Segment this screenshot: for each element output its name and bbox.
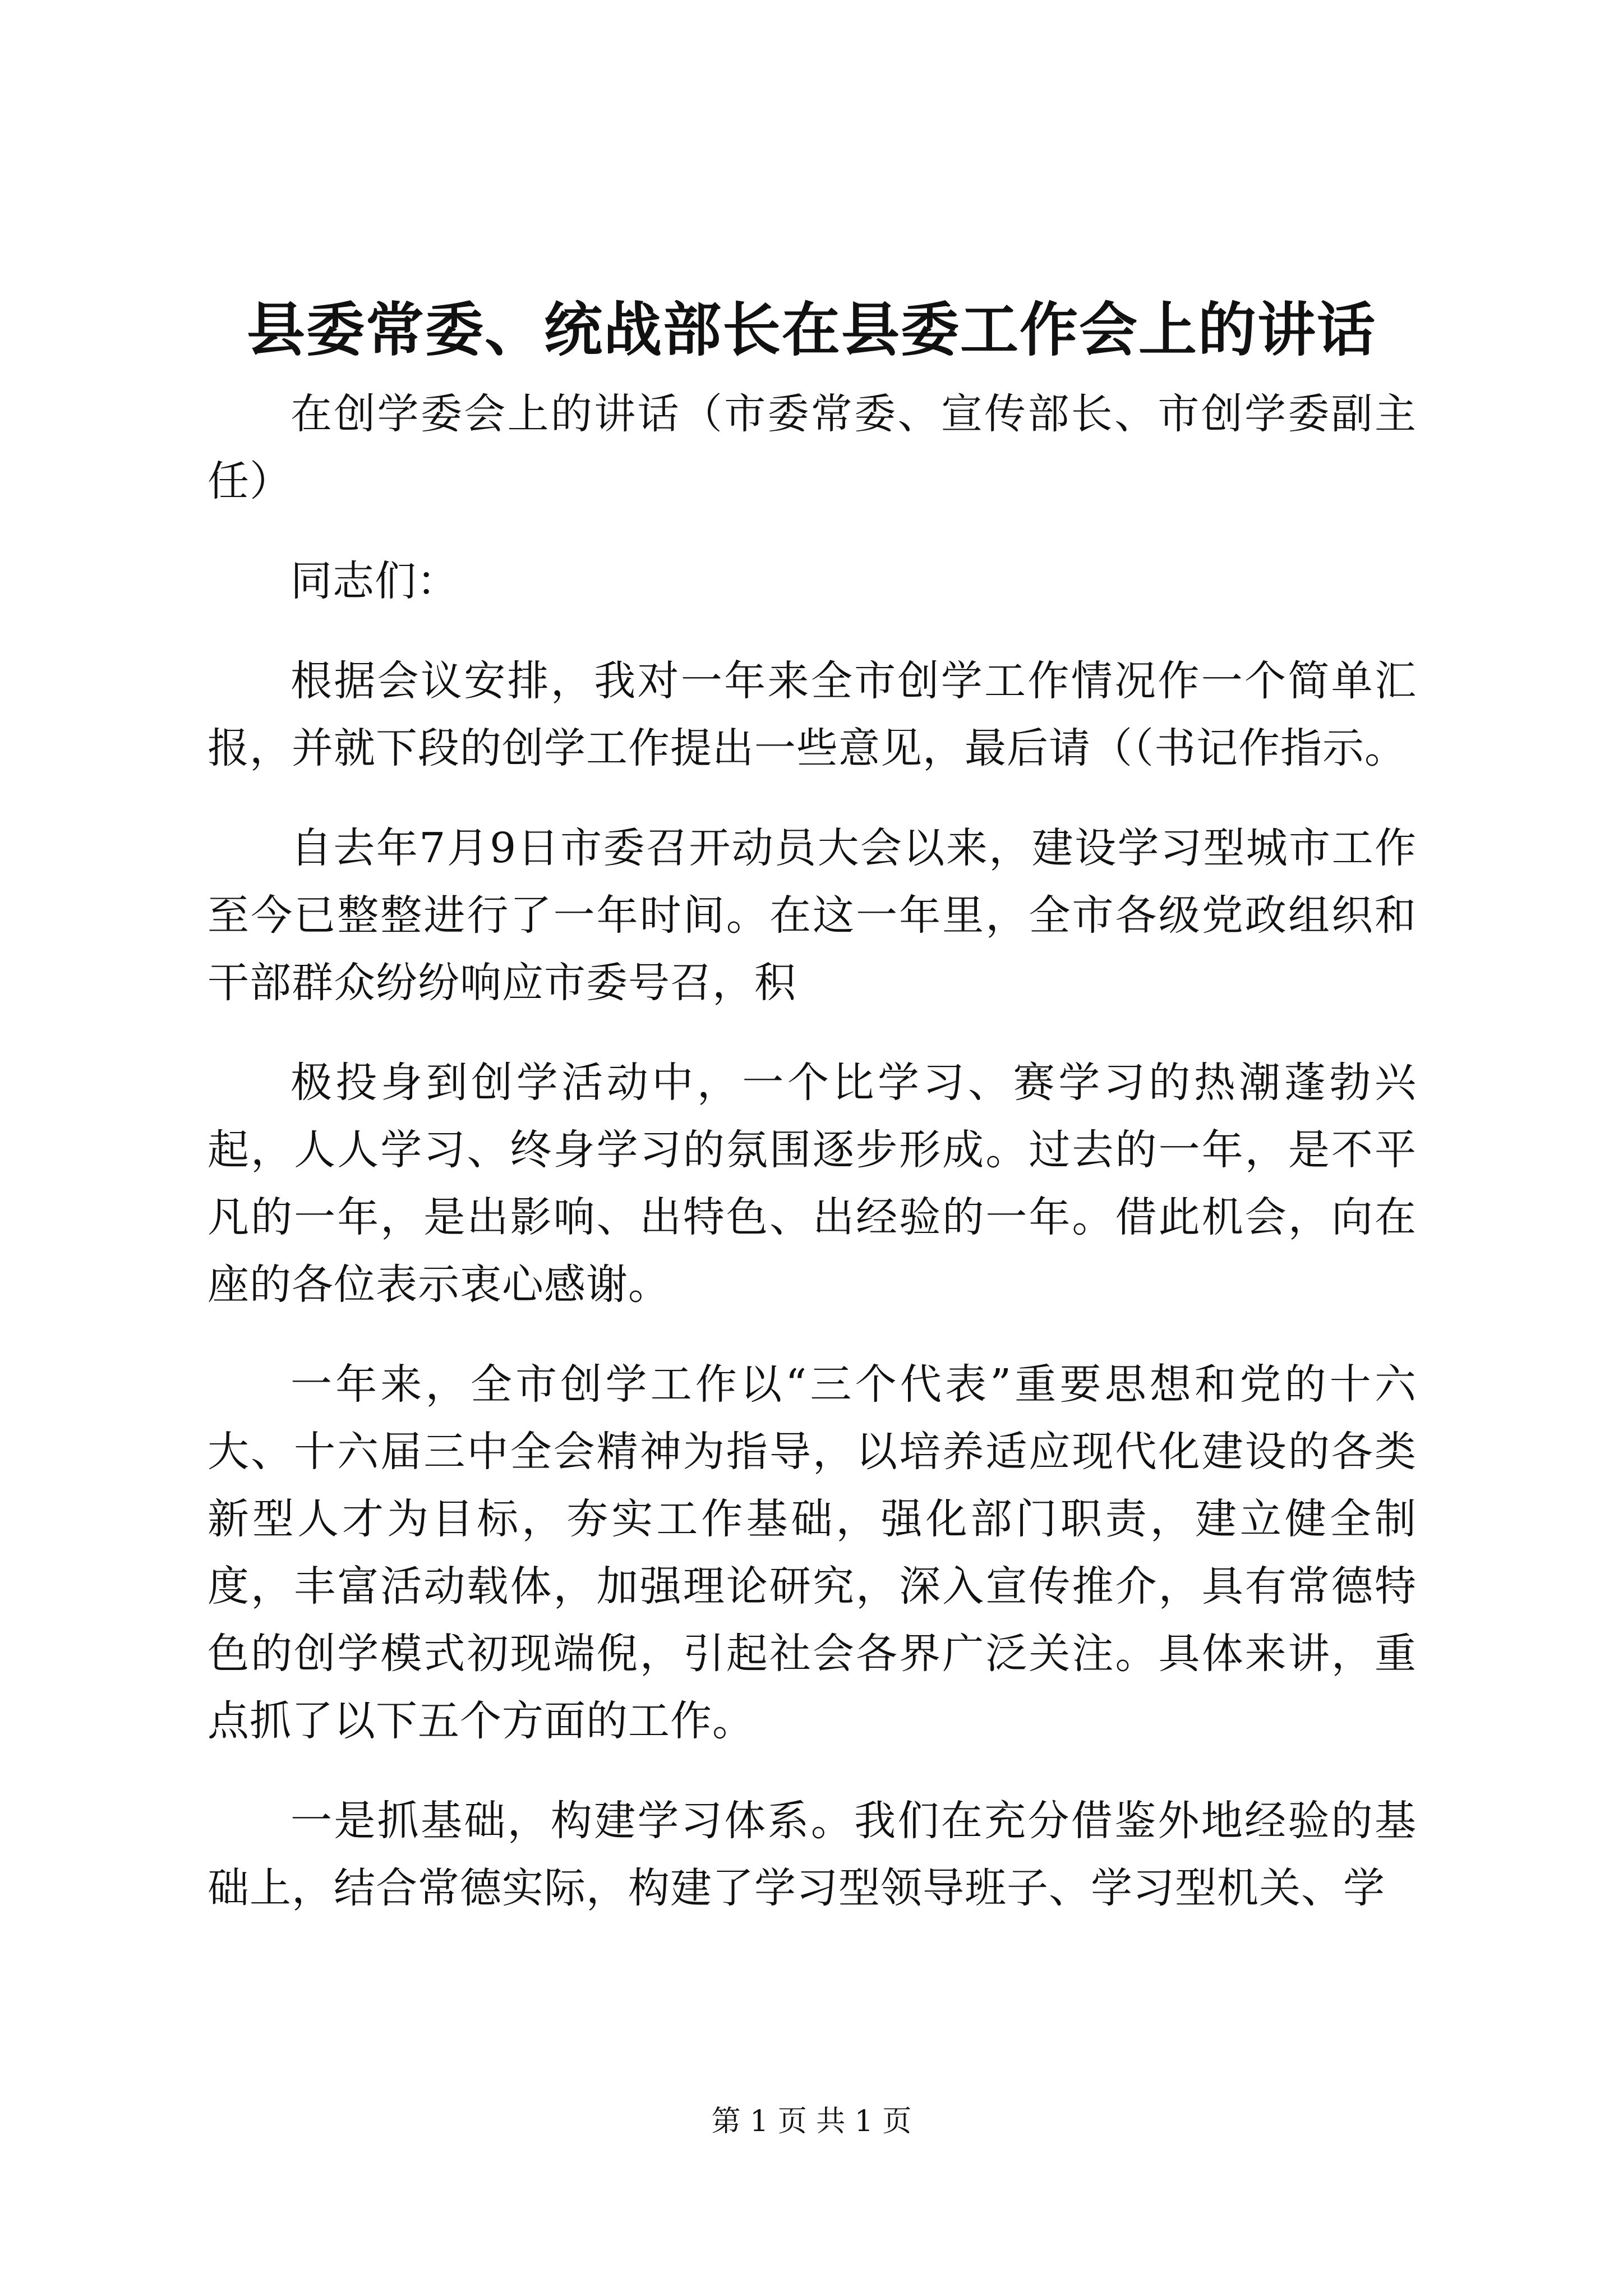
- paragraph: 极投身到创学活动中，一个比学习、赛学习的热潮蓬勃兴起，人人学习、终身学习的氛围逐步形成。过去的一年，是不平凡的一年，是出影响、出特色、出经验的一年。借此机会，向在座的各位表示衷心感谢。: [208, 1059, 1417, 1309]
- page-number-footer: 第 1 页 共 1 页: [711, 2105, 912, 2138]
- document-title: 县委常委、统战部长在县委工作会上的讲话: [246, 296, 1376, 364]
- paragraph-subtitle: 在创学委会上的讲话（市委常委、宣传部长、市创学委副主任）: [208, 390, 1417, 505]
- paragraph: 根据会议安排，我对一年来全市创学工作情况作一个简单汇报，并就下段的创学工作提出一些意见，最后请（（书记作指示。: [208, 657, 1417, 772]
- document-body: [208, 380, 1417, 1954]
- paragraph: 一是抓基础，构建学习体系。我们在充分借鉴外地经验的基础上，结合常德实际，构建了学习型领导班子、学习型机关、学: [208, 1797, 1417, 1912]
- paragraph: 自去年7月9日市委召开动员大会以来，建设学习型城市工作至今已整整进行了一年时间。在这一年里，全市各级党政组织和干部群众纷纷响应市委号召，积: [208, 824, 1417, 1007]
- paragraph: 一年来，全市创学工作以“三个代表”重要思想和党的十六大、十六届三中全会精神为指导，以培养适应现代化建设的各类新型人才为目标，夯实工作基础，强化部门职责，建立健全制度，丰富活动载体，加强理论研究，深入宣传推介，具有常德特色的创学模式初现端倪，引起社会各界广泛关注。具体来讲，重点抓了以下五个方面的工作。: [208, 1360, 1417, 1745]
- paragraph-salutation: 同志们：: [291, 557, 459, 605]
